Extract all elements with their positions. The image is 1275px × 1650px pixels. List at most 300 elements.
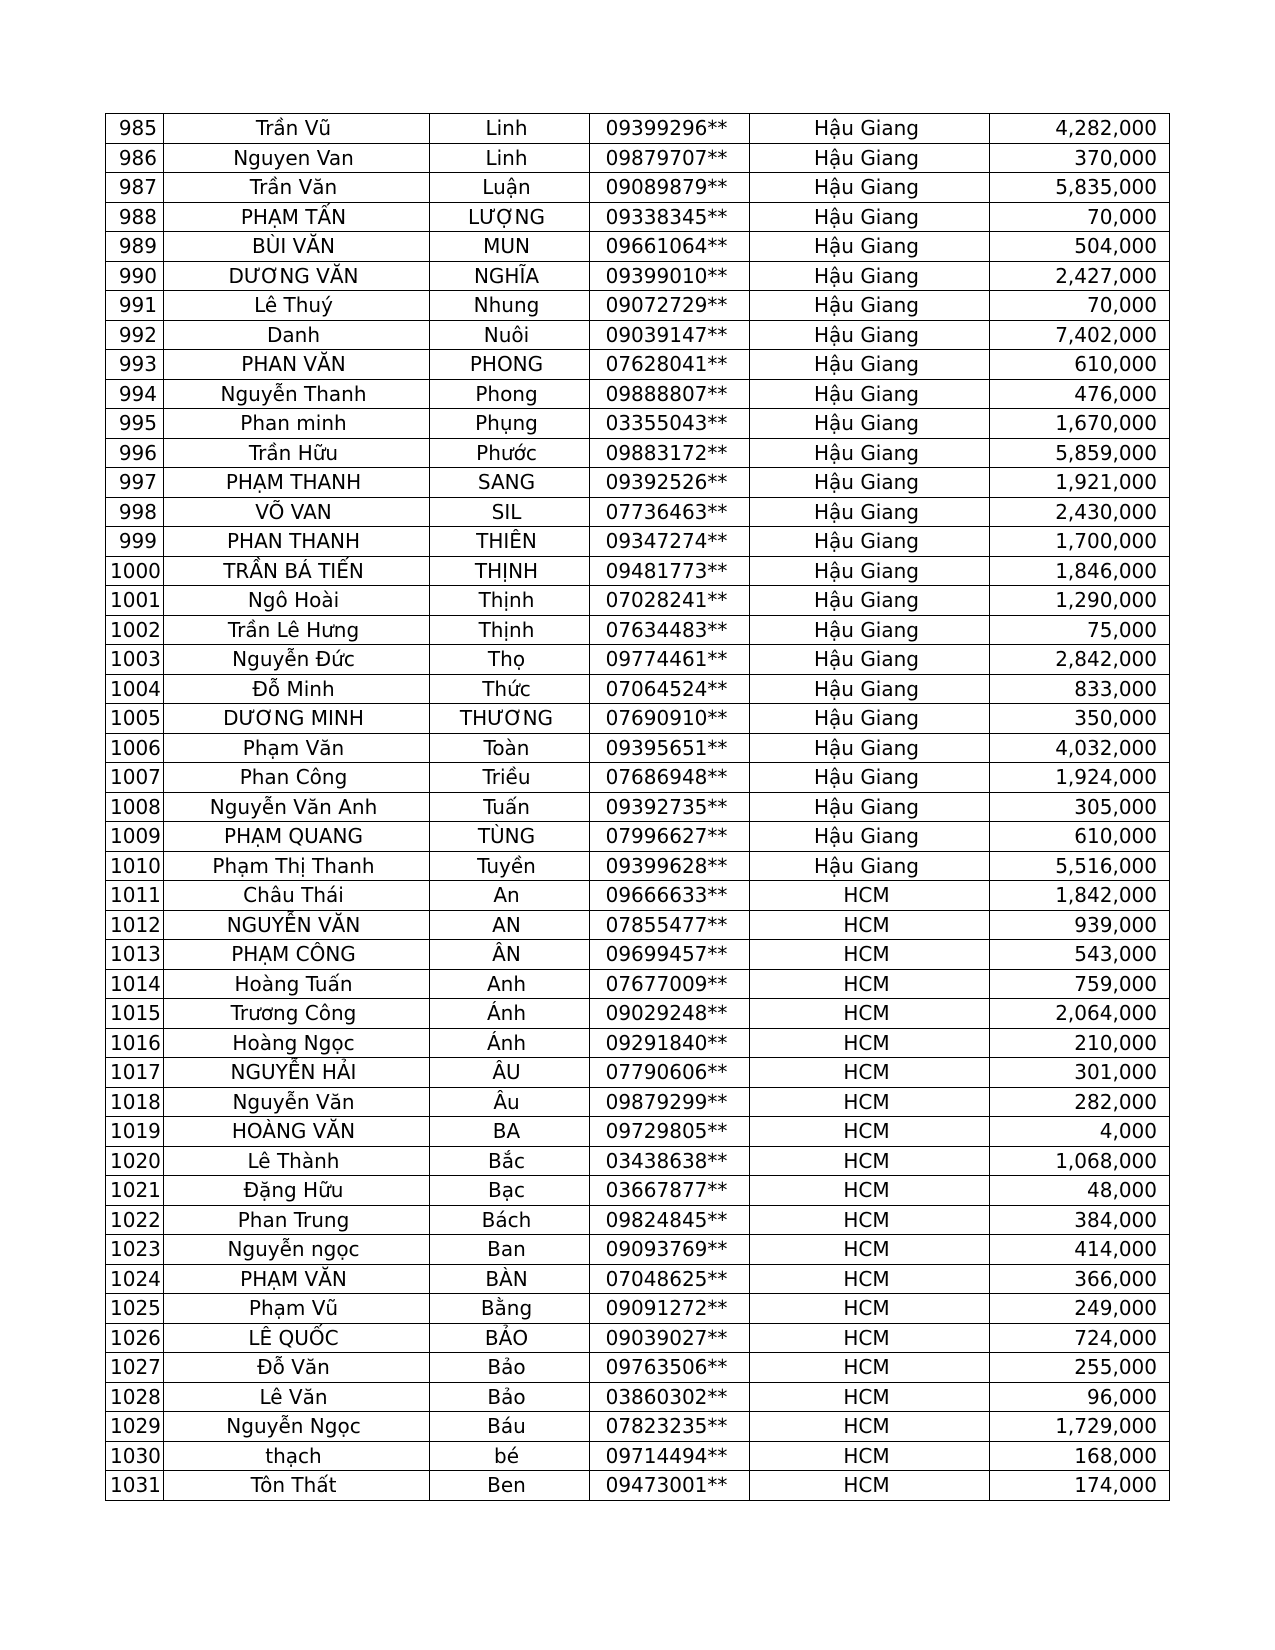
phone-cell: 09072729** — [590, 291, 750, 321]
phone-cell: 03438638** — [590, 1146, 750, 1176]
first-name-cell: AN — [430, 910, 590, 940]
table-row — [106, 969, 1170, 999]
amount-cell: 366,000 — [990, 1264, 1170, 1294]
table-row — [106, 733, 1170, 763]
phone-cell: 09338345** — [590, 202, 750, 232]
row-number-cell: 990 — [106, 261, 164, 291]
phone-cell: 09481773** — [590, 556, 750, 586]
phone-cell: 09347274** — [590, 527, 750, 557]
last-name-cell: Trần Văn — [164, 173, 430, 203]
amount-cell: 4,282,000 — [990, 114, 1170, 144]
row-number-cell: 1020 — [106, 1146, 164, 1176]
province-cell: HCM — [750, 1087, 990, 1117]
province-cell: HCM — [750, 1205, 990, 1235]
phone-cell: 07690910** — [590, 704, 750, 734]
amount-cell: 350,000 — [990, 704, 1170, 734]
province-cell: HCM — [750, 940, 990, 970]
province-cell: Hậu Giang — [750, 409, 990, 439]
last-name-cell: Châu Thái — [164, 881, 430, 911]
table-row — [106, 940, 1170, 970]
first-name-cell: Ben — [430, 1471, 590, 1501]
last-name-cell: Nguyễn ngọc — [164, 1235, 430, 1265]
phone-cell: 09029248** — [590, 999, 750, 1029]
province-cell: HCM — [750, 1117, 990, 1147]
first-name-cell: Phụng — [430, 409, 590, 439]
phone-cell: 07677009** — [590, 969, 750, 999]
row-number-cell: 991 — [106, 291, 164, 321]
phone-cell: 09824845** — [590, 1205, 750, 1235]
row-number-cell: 1003 — [106, 645, 164, 675]
amount-cell: 476,000 — [990, 379, 1170, 409]
first-name-cell: ÂN — [430, 940, 590, 970]
row-number-cell: 1024 — [106, 1264, 164, 1294]
first-name-cell: BA — [430, 1117, 590, 1147]
table-row — [106, 645, 1170, 675]
phone-cell: 09039147** — [590, 320, 750, 350]
table-row — [106, 822, 1170, 852]
amount-cell: 2,064,000 — [990, 999, 1170, 1029]
province-cell: HCM — [750, 910, 990, 940]
last-name-cell: DƯƠNG MINH — [164, 704, 430, 734]
province-cell: Hậu Giang — [750, 792, 990, 822]
last-name-cell: Trần Hữu — [164, 438, 430, 468]
province-cell: Hậu Giang — [750, 822, 990, 852]
table-row — [106, 1176, 1170, 1206]
phone-cell: 09714494** — [590, 1441, 750, 1471]
phone-cell: 07064524** — [590, 674, 750, 704]
last-name-cell: PHẠM THANH — [164, 468, 430, 498]
table-row — [106, 615, 1170, 645]
province-cell: HCM — [750, 969, 990, 999]
province-cell: Hậu Giang — [750, 143, 990, 173]
last-name-cell: DƯƠNG VĂN — [164, 261, 430, 291]
first-name-cell: Bạc — [430, 1176, 590, 1206]
phone-cell: 09093769** — [590, 1235, 750, 1265]
province-cell: HCM — [750, 881, 990, 911]
amount-cell: 610,000 — [990, 822, 1170, 852]
first-name-cell: Báu — [430, 1412, 590, 1442]
last-name-cell: Phạm Văn — [164, 733, 430, 763]
amount-cell: 1,290,000 — [990, 586, 1170, 616]
last-name-cell: PHẠM QUANG — [164, 822, 430, 852]
first-name-cell: Toàn — [430, 733, 590, 763]
amount-cell: 5,835,000 — [990, 173, 1170, 203]
row-number-cell: 998 — [106, 497, 164, 527]
table-row — [106, 1323, 1170, 1353]
phone-cell: 03355043** — [590, 409, 750, 439]
amount-cell: 305,000 — [990, 792, 1170, 822]
table-row — [106, 438, 1170, 468]
last-name-cell: PHẠM TẤN — [164, 202, 430, 232]
province-cell: Hậu Giang — [750, 291, 990, 321]
amount-cell: 384,000 — [990, 1205, 1170, 1235]
row-number-cell: 1023 — [106, 1235, 164, 1265]
table-row — [106, 1028, 1170, 1058]
amount-cell: 249,000 — [990, 1294, 1170, 1324]
row-number-cell: 994 — [106, 379, 164, 409]
last-name-cell: Phan Trung — [164, 1205, 430, 1235]
province-cell: Hậu Giang — [750, 674, 990, 704]
row-number-cell: 1010 — [106, 851, 164, 881]
first-name-cell: Tuyền — [430, 851, 590, 881]
amount-cell: 543,000 — [990, 940, 1170, 970]
row-number-cell: 1004 — [106, 674, 164, 704]
amount-cell: 5,859,000 — [990, 438, 1170, 468]
amount-cell: 724,000 — [990, 1323, 1170, 1353]
row-number-cell: 997 — [106, 468, 164, 498]
amount-cell: 2,842,000 — [990, 645, 1170, 675]
row-number-cell: 1025 — [106, 1294, 164, 1324]
last-name-cell: Nguyễn Đức — [164, 645, 430, 675]
amount-cell: 168,000 — [990, 1441, 1170, 1471]
row-number-cell: 1030 — [106, 1441, 164, 1471]
phone-cell: 07028241** — [590, 586, 750, 616]
first-name-cell: bé — [430, 1441, 590, 1471]
province-cell: Hậu Giang — [750, 527, 990, 557]
phone-cell: 07996627** — [590, 822, 750, 852]
last-name-cell: Nguyen Van — [164, 143, 430, 173]
amount-cell: 1,921,000 — [990, 468, 1170, 498]
phone-cell: 03860302** — [590, 1382, 750, 1412]
last-name-cell: PHẠM VĂN — [164, 1264, 430, 1294]
amount-cell: 255,000 — [990, 1353, 1170, 1383]
table-row — [106, 261, 1170, 291]
amount-cell: 2,427,000 — [990, 261, 1170, 291]
first-name-cell: THIÊN — [430, 527, 590, 557]
first-name-cell: THỊNH — [430, 556, 590, 586]
last-name-cell: PHAN THANH — [164, 527, 430, 557]
phone-cell: 09888807** — [590, 379, 750, 409]
phone-cell: 09399628** — [590, 851, 750, 881]
row-number-cell: 1012 — [106, 910, 164, 940]
province-cell: HCM — [750, 1471, 990, 1501]
first-name-cell: PHONG — [430, 350, 590, 380]
phone-cell: 09774461** — [590, 645, 750, 675]
first-name-cell: Bảo — [430, 1382, 590, 1412]
first-name-cell: Ban — [430, 1235, 590, 1265]
last-name-cell: HOÀNG VĂN — [164, 1117, 430, 1147]
first-name-cell: Tuấn — [430, 792, 590, 822]
table-row — [106, 556, 1170, 586]
table-row — [106, 202, 1170, 232]
amount-cell: 282,000 — [990, 1087, 1170, 1117]
row-number-cell: 995 — [106, 409, 164, 439]
last-name-cell: Nguyễn Ngọc — [164, 1412, 430, 1442]
last-name-cell: Ngô Hoài — [164, 586, 430, 616]
province-cell: Hậu Giang — [750, 232, 990, 262]
row-number-cell: 1014 — [106, 969, 164, 999]
phone-cell: 07736463** — [590, 497, 750, 527]
table-row — [106, 1471, 1170, 1501]
last-name-cell: PHẠM CÔNG — [164, 940, 430, 970]
first-name-cell: Linh — [430, 114, 590, 144]
table-row — [106, 792, 1170, 822]
table-row — [106, 1117, 1170, 1147]
row-number-cell: 996 — [106, 438, 164, 468]
last-name-cell: Đỗ Văn — [164, 1353, 430, 1383]
province-cell: HCM — [750, 1382, 990, 1412]
data-sheet — [105, 113, 1170, 1501]
amount-cell: 48,000 — [990, 1176, 1170, 1206]
row-number-cell: 1015 — [106, 999, 164, 1029]
last-name-cell: Phan minh — [164, 409, 430, 439]
last-name-cell: Nguyễn Văn Anh — [164, 792, 430, 822]
table-row — [106, 173, 1170, 203]
province-cell: Hậu Giang — [750, 438, 990, 468]
amount-cell: 414,000 — [990, 1235, 1170, 1265]
phone-cell: 03667877** — [590, 1176, 750, 1206]
phone-cell: 09473001** — [590, 1471, 750, 1501]
last-name-cell: Trương Công — [164, 999, 430, 1029]
phone-cell: 09039027** — [590, 1323, 750, 1353]
province-cell: Hậu Giang — [750, 379, 990, 409]
row-number-cell: 988 — [106, 202, 164, 232]
last-name-cell: Phạm Thị Thanh — [164, 851, 430, 881]
amount-cell: 504,000 — [990, 232, 1170, 262]
province-cell: HCM — [750, 1058, 990, 1088]
amount-cell: 7,402,000 — [990, 320, 1170, 350]
province-cell: Hậu Giang — [750, 320, 990, 350]
table-row — [106, 1058, 1170, 1088]
last-name-cell: PHAN VĂN — [164, 350, 430, 380]
table-row — [106, 350, 1170, 380]
phone-cell: 09399296** — [590, 114, 750, 144]
amount-cell: 1,670,000 — [990, 409, 1170, 439]
amount-cell: 70,000 — [990, 291, 1170, 321]
table-row — [106, 497, 1170, 527]
table-row — [106, 1087, 1170, 1117]
amount-cell: 210,000 — [990, 1028, 1170, 1058]
phone-cell: 09763506** — [590, 1353, 750, 1383]
table-row — [106, 468, 1170, 498]
last-name-cell: Phan Công — [164, 763, 430, 793]
first-name-cell: Triều — [430, 763, 590, 793]
last-name-cell: VÕ VAN — [164, 497, 430, 527]
row-number-cell: 1000 — [106, 556, 164, 586]
phone-cell: 09392526** — [590, 468, 750, 498]
table-row — [106, 1294, 1170, 1324]
amount-cell: 2,430,000 — [990, 497, 1170, 527]
row-number-cell: 985 — [106, 114, 164, 144]
row-number-cell: 1019 — [106, 1117, 164, 1147]
phone-cell: 09699457** — [590, 940, 750, 970]
table-row — [106, 1382, 1170, 1412]
province-cell: HCM — [750, 1235, 990, 1265]
first-name-cell: Bảo — [430, 1353, 590, 1383]
first-name-cell: Thịnh — [430, 615, 590, 645]
province-cell: Hậu Giang — [750, 851, 990, 881]
province-cell: HCM — [750, 999, 990, 1029]
row-number-cell: 986 — [106, 143, 164, 173]
last-name-cell: TRẦN BÁ TIẾN — [164, 556, 430, 586]
first-name-cell: Thịnh — [430, 586, 590, 616]
phone-cell: 07855477** — [590, 910, 750, 940]
table-row — [106, 320, 1170, 350]
phone-cell: 07634483** — [590, 615, 750, 645]
amount-cell: 70,000 — [990, 202, 1170, 232]
records-table — [105, 113, 1170, 1501]
row-number-cell: 1009 — [106, 822, 164, 852]
first-name-cell: THƯƠNG — [430, 704, 590, 734]
amount-cell: 939,000 — [990, 910, 1170, 940]
province-cell: Hậu Giang — [750, 586, 990, 616]
first-name-cell: Anh — [430, 969, 590, 999]
table-row — [106, 1412, 1170, 1442]
amount-cell: 1,068,000 — [990, 1146, 1170, 1176]
first-name-cell: Phong — [430, 379, 590, 409]
table-row — [106, 851, 1170, 881]
first-name-cell: NGHĨA — [430, 261, 590, 291]
amount-cell: 1,924,000 — [990, 763, 1170, 793]
row-number-cell: 1029 — [106, 1412, 164, 1442]
first-name-cell: Linh — [430, 143, 590, 173]
phone-cell: 07790606** — [590, 1058, 750, 1088]
first-name-cell: Bắc — [430, 1146, 590, 1176]
row-number-cell: 1011 — [106, 881, 164, 911]
phone-cell: 07823235** — [590, 1412, 750, 1442]
phone-cell: 09089879** — [590, 173, 750, 203]
last-name-cell: NGUYỄN VĂN — [164, 910, 430, 940]
amount-cell: 759,000 — [990, 969, 1170, 999]
last-name-cell: thạch — [164, 1441, 430, 1471]
last-name-cell: Nguyễn Thanh — [164, 379, 430, 409]
amount-cell: 96,000 — [990, 1382, 1170, 1412]
row-number-cell: 1001 — [106, 586, 164, 616]
province-cell: HCM — [750, 1353, 990, 1383]
table-row — [106, 881, 1170, 911]
first-name-cell: Nuôi — [430, 320, 590, 350]
phone-cell: 09879299** — [590, 1087, 750, 1117]
first-name-cell: Âu — [430, 1087, 590, 1117]
last-name-cell: LÊ QUỐC — [164, 1323, 430, 1353]
table-row — [106, 114, 1170, 144]
province-cell: Hậu Giang — [750, 645, 990, 675]
last-name-cell: Trần Lê Hưng — [164, 615, 430, 645]
amount-cell: 174,000 — [990, 1471, 1170, 1501]
table-row — [106, 999, 1170, 1029]
province-cell: Hậu Giang — [750, 704, 990, 734]
table-row — [106, 704, 1170, 734]
province-cell: Hậu Giang — [750, 763, 990, 793]
table-row — [106, 143, 1170, 173]
amount-cell: 833,000 — [990, 674, 1170, 704]
first-name-cell: Ánh — [430, 999, 590, 1029]
province-cell: Hậu Giang — [750, 350, 990, 380]
first-name-cell: Thọ — [430, 645, 590, 675]
row-number-cell: 1005 — [106, 704, 164, 734]
last-name-cell: Đặng Hữu — [164, 1176, 430, 1206]
province-cell: HCM — [750, 1028, 990, 1058]
row-number-cell: 1017 — [106, 1058, 164, 1088]
row-number-cell: 1031 — [106, 1471, 164, 1501]
province-cell: HCM — [750, 1412, 990, 1442]
phone-cell: 09091272** — [590, 1294, 750, 1324]
first-name-cell: Nhung — [430, 291, 590, 321]
table-row — [106, 409, 1170, 439]
province-cell: Hậu Giang — [750, 202, 990, 232]
province-cell: Hậu Giang — [750, 497, 990, 527]
first-name-cell: Bách — [430, 1205, 590, 1235]
amount-cell: 1,700,000 — [990, 527, 1170, 557]
phone-cell: 09883172** — [590, 438, 750, 468]
last-name-cell: Phạm Vũ — [164, 1294, 430, 1324]
last-name-cell: Hoàng Tuấn — [164, 969, 430, 999]
row-number-cell: 1016 — [106, 1028, 164, 1058]
table-body — [106, 114, 1170, 1501]
row-number-cell: 989 — [106, 232, 164, 262]
row-number-cell: 1021 — [106, 1176, 164, 1206]
last-name-cell: Lê Thành — [164, 1146, 430, 1176]
first-name-cell: Phước — [430, 438, 590, 468]
last-name-cell: Trần Vũ — [164, 114, 430, 144]
phone-cell: 09666633** — [590, 881, 750, 911]
province-cell: HCM — [750, 1294, 990, 1324]
row-number-cell: 1022 — [106, 1205, 164, 1235]
province-cell: HCM — [750, 1264, 990, 1294]
table-row — [106, 763, 1170, 793]
row-number-cell: 1027 — [106, 1353, 164, 1383]
amount-cell: 1,729,000 — [990, 1412, 1170, 1442]
province-cell: Hậu Giang — [750, 173, 990, 203]
table-row — [106, 1353, 1170, 1383]
first-name-cell: Ánh — [430, 1028, 590, 1058]
province-cell: Hậu Giang — [750, 615, 990, 645]
first-name-cell: LƯỢNG — [430, 202, 590, 232]
last-name-cell: BÙI VĂN — [164, 232, 430, 262]
first-name-cell: Luận — [430, 173, 590, 203]
table-row — [106, 1235, 1170, 1265]
table-row — [106, 586, 1170, 616]
row-number-cell: 1026 — [106, 1323, 164, 1353]
province-cell: HCM — [750, 1176, 990, 1206]
last-name-cell: Hoàng Ngọc — [164, 1028, 430, 1058]
phone-cell: 07628041** — [590, 350, 750, 380]
last-name-cell: Lê Văn — [164, 1382, 430, 1412]
province-cell: Hậu Giang — [750, 261, 990, 291]
row-number-cell: 1002 — [106, 615, 164, 645]
amount-cell: 5,516,000 — [990, 851, 1170, 881]
amount-cell: 301,000 — [990, 1058, 1170, 1088]
amount-cell: 370,000 — [990, 143, 1170, 173]
table-row — [106, 1205, 1170, 1235]
row-number-cell: 993 — [106, 350, 164, 380]
row-number-cell: 992 — [106, 320, 164, 350]
first-name-cell: SANG — [430, 468, 590, 498]
first-name-cell: SIL — [430, 497, 590, 527]
first-name-cell: ÂU — [430, 1058, 590, 1088]
first-name-cell: Bằng — [430, 1294, 590, 1324]
phone-cell: 09661064** — [590, 232, 750, 262]
amount-cell: 75,000 — [990, 615, 1170, 645]
amount-cell: 610,000 — [990, 350, 1170, 380]
province-cell: HCM — [750, 1146, 990, 1176]
phone-cell: 09879707** — [590, 143, 750, 173]
first-name-cell: MUN — [430, 232, 590, 262]
province-cell: HCM — [750, 1441, 990, 1471]
amount-cell: 1,842,000 — [990, 881, 1170, 911]
table-row — [106, 674, 1170, 704]
table-row — [106, 527, 1170, 557]
first-name-cell: BẢO — [430, 1323, 590, 1353]
province-cell: Hậu Giang — [750, 733, 990, 763]
phone-cell: 07048625** — [590, 1264, 750, 1294]
province-cell: Hậu Giang — [750, 468, 990, 498]
amount-cell: 4,000 — [990, 1117, 1170, 1147]
row-number-cell: 1028 — [106, 1382, 164, 1412]
last-name-cell: Danh — [164, 320, 430, 350]
first-name-cell: An — [430, 881, 590, 911]
phone-cell: 09392735** — [590, 792, 750, 822]
